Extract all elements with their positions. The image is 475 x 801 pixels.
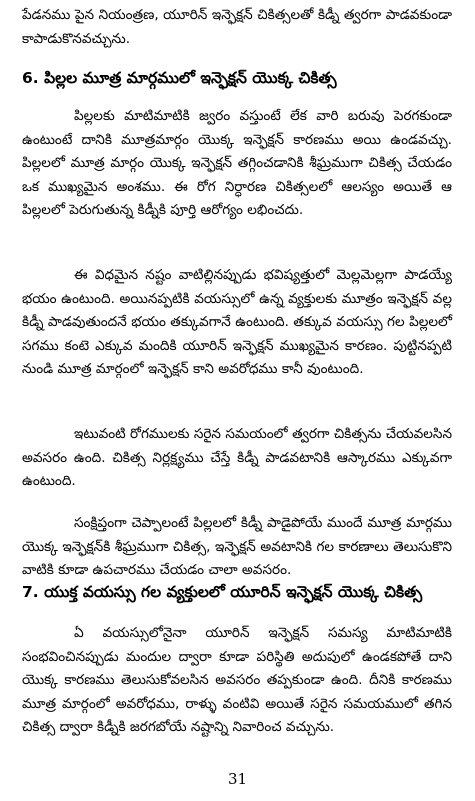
paragraph-kidney-protection: పేడనము పైన నియంత్రణ, యూరిన్ ఇన్ఫెక్షన్ చికిత్సలతో కిడ్నీ త్వరగా పాడవకుండా కాపాడుకొనవచ్చును. — [22, 7, 452, 47]
section-heading-6: 6. పిల్లల మూత్ర మార్గములో ఇన్ఫెక్షన్ యొక్క చికిత్స — [22, 69, 337, 87]
paragraph-summary: సంక్షిప్తంగా చెప్పాలంటే పిల్లలలో కిడ్నీ పాడైపోయే ముందే మూత్ర మార్గము యొక్క ఇన్ఫెక్షన్‌కి శీఘ్రముగా చికిత్స, ఇన్ఫెక్షన్ అవటానికి గల కారణాలు తెలుసుకొని వాటికి కూడా ఉపచారము చేయడం చాలా అవసరం. — [22, 515, 452, 578]
paragraph-children-fever: పిల్లలకు మాటిమాటికి జ్వరం వస్తుంటే లేక వారి బరువు పెరగకుండా ఉంటుంటే దానికి మూత్రమార్గం యొక్క ఇన్ఫెక్షన్ కారణము అయి ఉండవచ్చు. పిల్లలలో మూత్ర మార్గం యొక్క ఇన్ఫెక్షన్ తగ్గించడానికి శీఘ్రముగా చికిత్స చేయడం ఒక ముఖ్యమైన అంశము. ఈ రోగ నిర్ధారణ చికిత్సలలో ఆలస్యం అయితే ఆ పిల్లలలో పెరుగుతున్న కిడ్నీకి పూర్తి ఆరోగ్యం లభించదు. — [22, 108, 452, 218]
paragraph-adult-infection: ఏ వయస్సులోనైనా యూరిన్ ఇన్ఫెక్షన్ సమస్య మాటిమాటికి సంభవించినప్పుడు మందుల ద్వారా కూడా పరిస్థితి అదుపులో ఉండకపోతే దాని యొక్క కారణము తెలుసుకోవలసిన అవసరం తప్పకుండా ఉంది. దీనికి కారణము మూత్ర మార్గంలో అవరోధము, రాళ్ళు వంటివి అయితే సరైన సమయములో తగిన చికిత్స ద్వారా కిడ్నీకి జరగబోయే నష్టాన్ని నివారించ వచ్చును. — [22, 625, 452, 735]
page-number: 31 — [227, 770, 248, 788]
paragraph-damage-fear: ఈ విధమైన నష్టం వాటిల్లినప్పుడు భవిష్యత్తులో మెల్లమెల్లగా పాడయ్యే భయం ఉంటుంది. అయినప్పటికి వయస్సులో ఉన్న వ్యక్తులకు మూత్రం ఇన్ఫెక్షన్ వల్ల కిడ్నీ పాడవుతుందనే భయం తక్కువగానే ఉంటుంది. తక్కువ వయస్సు గల పిల్లలలో సగము కంటె ఎక్కువ మందికి యూరిన్ ఇన్ఫెక్షన్ ముఖ్యమైన కారణం. పుట్టినప్పటి నుండి మూత్ర మార్గంలో ఇన్ఫెక్షన్ కాని అవరోధము కానీ వుంటుంది. — [22, 267, 452, 377]
paragraph-timely-treatment: ఇటువంటి రోగములకు సరైన సమయంలో త్వరగా చికిత్సను చేయవలసిన అవసరం ఉంది. చికిత్స నిర్లక్ష్యము చేస్తే కిడ్నీ పాడవటానికి ఆస్కారము ఎక్కువగా ఉంటుంది. — [22, 426, 452, 489]
section-heading-7: 7. యుక్త వయస్సు గల వ్యక్తులలో యూరిన్ ఇన్ఫెక్షన్ యొక్క చికిత్స — [22, 583, 423, 601]
